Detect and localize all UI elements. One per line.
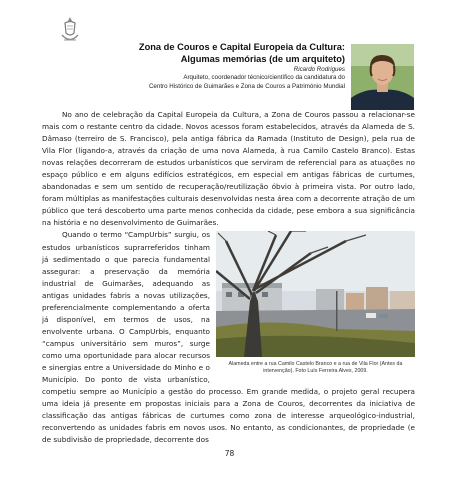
- photo-caption-line2: intervenção). Foto Luís Ferreira Alves, 2009.: [263, 368, 368, 375]
- photo-figure: [216, 231, 415, 375]
- street-photo: [216, 231, 415, 357]
- article-title-line2: Algumas memórias (de um arquiteto): [180, 53, 345, 64]
- author-role-line1: Arquiteto, coordenador técnico/científico da candidatura do: [183, 74, 345, 81]
- article-header: [85, 42, 345, 91]
- crest-icon: [59, 16, 81, 46]
- body-paragraph-1: No ano de celebração da Capital Europeia da Cultura, a Zona de Couros passou a relacionar-se mais com o restante centro da cidade. Novos acessos foram estabelecidos, através da Alameda de S. Dâmaso (terreiro de S. Francisco), pela antiga fábrica da Ramada (Instituto de Design), pela rua de Vila Flor (ligando-a, através da criação de uma nova Alameda, à rua Camilo Castelo Branco). Estas novas relações decorreram de estudos urbanísticos que serviram de referencial para as atuações no espaço público e em alguns edifícios estratégicos, em especial em antigas fábricas de curtumes, abandonadas e sem um sentido de recuperação/reutilização óbvio à primeira vista. Por outro lado, foram múltiplas as manifestações culturais desenvolvidas nesta área com a decorrente atração de um público que terá descoberto uma parte menos conhecida da cidade, pese embora a sua significância na história e no desenvolvimento de Guimarães.: [42, 110, 415, 228]
- publisher-logo: [59, 16, 81, 46]
- body-paragraph-2: Quando o termo “CampUrbis” surgiu, os estudos urbanísticos suprarreferidos tinham já sedimentado o que parecia fundamental assegurar: a preservação da memória industrial de Guimarães, adequando as antigas unidades fabris a novas utilizações, preferencialmente complementando a oferta já disponível, em termos de usos, na envolvente urbana. O CampUrbis, enquanto “campus universitário sem muros”, surge como uma oportunidade para alocar recursos e sinergias entre a Universidade do Minho e o Município. Do ponto de vista urbanístico, competiu sempre ao Município a gestão do processo. Em grande medida, o projeto geral recupera uma ideia já presente em propostas iniciais para a Zona de Couros, decorrentes da iniciativa de classificação das antigas fábricas de curtumes como zona de interesse arqueológico-industrial, reconvertendo as unidades fabris em novos usos. No entanto, as condicionantes, de propriedade (e de subdivisão de propriedade, decorrente dos: [42, 230, 415, 445]
- photo-caption-line1: Alameda entre a rua Camilo Castelo Branco e a rua de Vila Flor (Antes da: [228, 361, 403, 368]
- article-body: [42, 109, 415, 446]
- author-portrait: [351, 44, 414, 110]
- page-number: 78: [224, 449, 235, 458]
- author-role-line2: Centro Histórico de Guimarães e Zona de Couros a Património Mundial: [148, 82, 345, 90]
- article-title-line1: Zona de Couros e Capital Europeia da Cultura:: [138, 42, 345, 52]
- author-name: Ricardo Rodrigues: [293, 66, 345, 73]
